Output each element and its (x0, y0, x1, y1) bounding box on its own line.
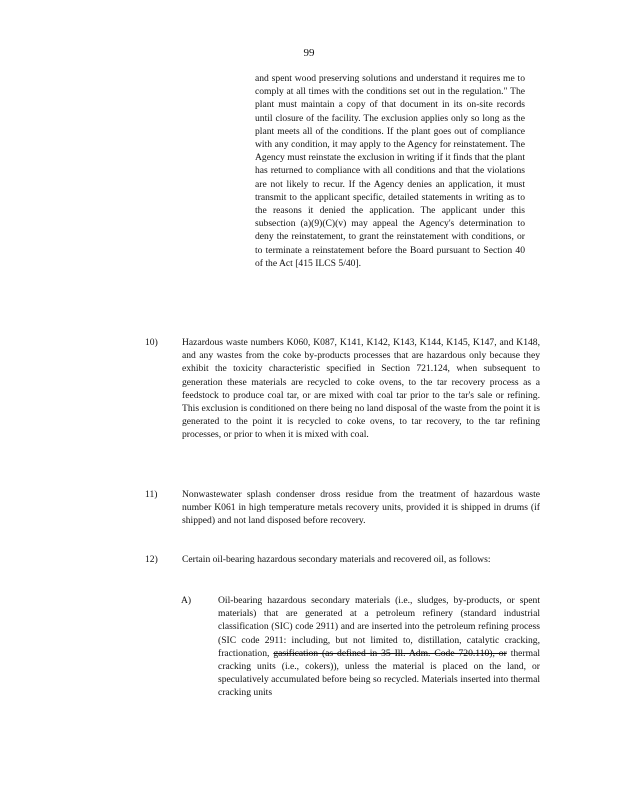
list-item-number: 10) (145, 337, 158, 348)
sub-item-label: A) (181, 595, 192, 606)
list-item-number: 12) (145, 554, 158, 565)
list-item-text: Nonwastewater splash condenser dross residue from the treatment of hazardous waste number K061 in high temperature metals recovery units, provided it is shipped in drums (if shipped) and not land disposed before recovery. (182, 489, 540, 527)
page-number: 99 (303, 47, 315, 59)
sub-item-text-before: Oil-bearing hazardous secondary materials (i.e., sludges, by-products, or spent materials) that are generated at a petroleum refinery (standard industrial classification (SIC) code 2911) and are inserted into the petroleum refining process (SIC code 2911: including, but not limited to, distillation, catalytic cracking, fractionation, (218, 595, 540, 659)
list-item-number: 11) (145, 489, 158, 500)
list-item-text: Hazardous waste numbers K060, K087, K141, K142, K143, K144, K145, K147, and K148, and any wastes from the coke by-products processes that are hazardous only because they exhibit the toxicity characteristic specified in Section 721.124, when subsequent to generation these materials are recycled to coke ovens, to the tar recovery process as a feedstock to produce coal tar, or are mixed with coal tar prior to the tar's sale or refining. This exclusion is conditioned on there being no land disposal of the waste from the point it is generated to the point it is recycled to coke ovens, to tar recovery, to the tar refining processes, or prior to when it is mixed with coal. (182, 337, 540, 441)
struck-text: gasification (as defined in 35 Ill. Adm. Code 720.110), or (273, 647, 507, 659)
sub-item-text (218, 594, 540, 700)
sub-item-text-after: thermal cracking units (i.e., cokers)), unless the material is placed on the land, or speculatively accumulated before being so recycled. Materials inserted into thermal cracking units (218, 647, 540, 699)
list-item-text: Certain oil-bearing hazardous secondary materials and recovered oil, as follows: (182, 554, 491, 565)
continuation-paragraph: and spent wood preserving solutions and understand it requires me to comply at all times with the conditions set out in the regulation." The plant must maintain a copy of that document in its on-site records until closure of the facility. The exclusion applies only so long as the plant meets all of the conditions. If the plant goes out of compliance with any condition, it may apply to the Agency for reinstatement. The Agency must reinstate the exclusion in writing if it finds that the plant has returned to compliance with all conditions and that the violations are not likely to recur. If the Agency denies an application, it must transmit to the applicant specific, detailed statements in writing as to the reasons it denied the application. The applicant under this subsection (a)(9)(C)(v) may appeal the Agency's determination to deny the reinstatement, to grant the reinstatement with conditions, or to terminate a reinstatement before the Board pursuant to Section 40 of the Act [415 ILCS 5/40]. (255, 73, 525, 269)
